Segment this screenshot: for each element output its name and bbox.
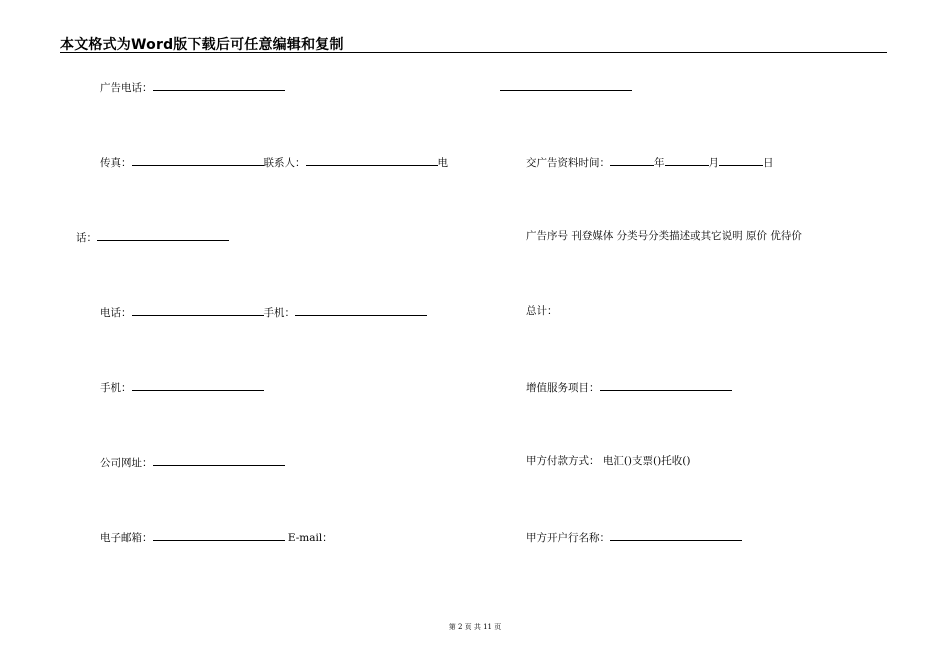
ad-phone-label: 广告电话：: [100, 82, 153, 94]
mobile-blank: [132, 379, 264, 391]
fax-label: 传真：: [100, 157, 132, 169]
phone-wrap-row: [76, 229, 229, 245]
year-blank: [610, 154, 654, 166]
payment-label: 甲方付款方式： 电汇()支票()托收(): [526, 455, 691, 467]
total-label: 总计：: [526, 305, 558, 317]
submit-time-label: 交广告资料时间：: [526, 157, 610, 169]
submit-time-row: [526, 154, 774, 170]
website-blank: [153, 454, 285, 466]
mailbox-blank: [153, 529, 285, 541]
mobile-row: [100, 379, 264, 395]
fax-contact-row: [100, 154, 448, 170]
phone-mobile-row: [100, 304, 427, 320]
month-blank: [665, 154, 709, 166]
phone-blank: [132, 304, 264, 316]
fax-blank: [132, 154, 264, 166]
email-label: E-mail：: [287, 532, 333, 544]
mobile-inline-blank: [295, 304, 427, 316]
payment-row: [526, 454, 690, 468]
day-label: 日: [763, 157, 774, 169]
month-label: 月: [708, 157, 719, 169]
phone-wrap-end: 话：: [76, 232, 97, 244]
value-added-label: 增值服务项目：: [526, 382, 600, 394]
bank-blank: [610, 529, 742, 541]
value-added-blank: [600, 379, 732, 391]
contact-label: 联系人：: [263, 157, 306, 169]
columns-header: 广告序号 刊登媒体 分类号分类描述或其它说明 原价 优待价: [526, 230, 802, 242]
header-divider: [60, 52, 887, 53]
mobile-label: 手机：: [100, 382, 132, 394]
columns-row: [526, 229, 802, 243]
bank-label: 甲方开户行名称：: [526, 532, 610, 544]
phone-wrap-blank: [97, 229, 229, 241]
email-row: [100, 529, 333, 545]
phone-wrap-start: 电: [437, 157, 448, 169]
phone-label: 电话：: [100, 307, 132, 319]
mobile-inline-label: 手机：: [263, 307, 295, 319]
total-row: [526, 304, 558, 318]
value-added-row: [526, 379, 732, 395]
contact-blank: [306, 154, 438, 166]
page-footer: 第 2 页 共 11 页: [448, 623, 502, 631]
document-header-title: 本文格式为Word版下载后可任意编辑和复制: [60, 37, 344, 53]
website-label: 公司网址：: [100, 457, 153, 469]
day-blank: [719, 154, 763, 166]
ad-phone-blank: [153, 79, 285, 91]
ad-phone-row: [100, 79, 285, 95]
right-top-row: [500, 79, 632, 95]
right-top-blank: [500, 79, 632, 91]
year-label: 年: [654, 157, 665, 169]
website-row: [100, 454, 285, 470]
bank-row: [526, 529, 742, 545]
mailbox-label: 电子邮箱：: [100, 532, 153, 544]
